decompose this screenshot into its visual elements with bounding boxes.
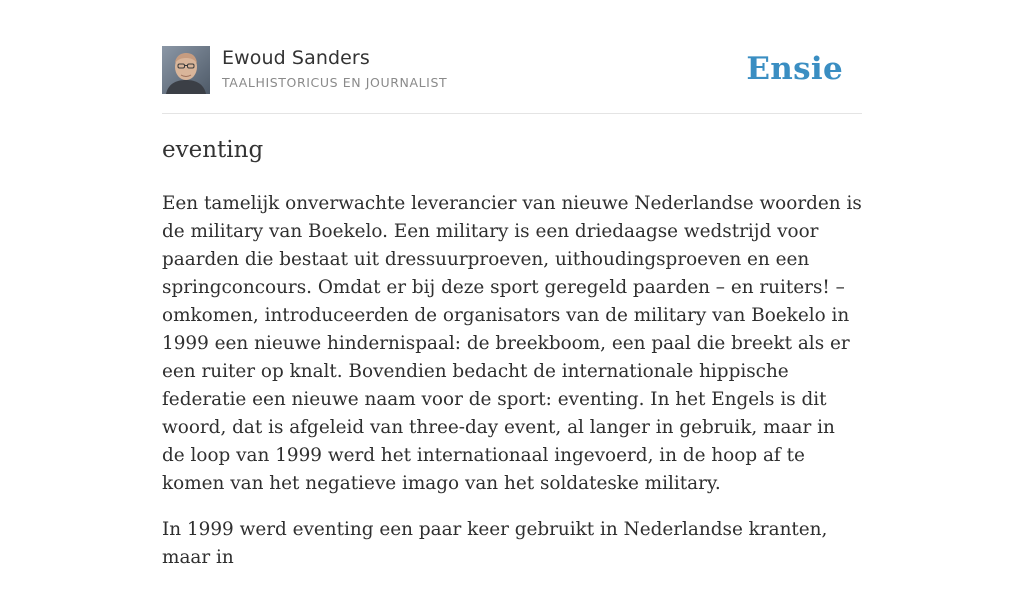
header (162, 46, 862, 96)
entry-paragraph: In 1999 werd eventing een paar keer gebruikt in Nederlandse kranten, maar in (162, 519, 828, 568)
entry-body (162, 190, 862, 590)
author-photo-icon (162, 46, 210, 94)
author-name[interactable]: Ewoud Sanders (222, 47, 370, 69)
entry-title: eventing (162, 137, 264, 163)
author-role: TAALHISTORICUS EN JOURNALIST (222, 75, 448, 90)
author-avatar[interactable] (162, 46, 210, 94)
entry-paragraph: Een tamelijk onverwachte leverancier van nieuwe Nederlandse woorden is de military van Boekelo. Een military is een driedaagse wedstrijd voor paarden die bestaat uit dressuurproeven, uithoudingsproeven en een springconcours. Omdat er bij deze sport geregeld paarden – en ruiters! – omkomen, introduceerden de organisators van de military van Boekelo in 1999 een nieuwe hindernispaal: de breekboom, een paal die breekt als er een ruiter op knalt. Bovendien bedacht de internationale hippische federatie een nieuwe naam voor de sport: eventing. In het Engels is dit woord, dat is afgeleid van three-day event, al langer in gebruik, maar in de loop van 1999 werd het internationaal ingevoerd, in de hoop af te komen van het negatieve imago van het soldateske military. (162, 193, 862, 494)
header-divider (162, 113, 862, 114)
ensie-logo[interactable]: Ensie (746, 51, 843, 87)
